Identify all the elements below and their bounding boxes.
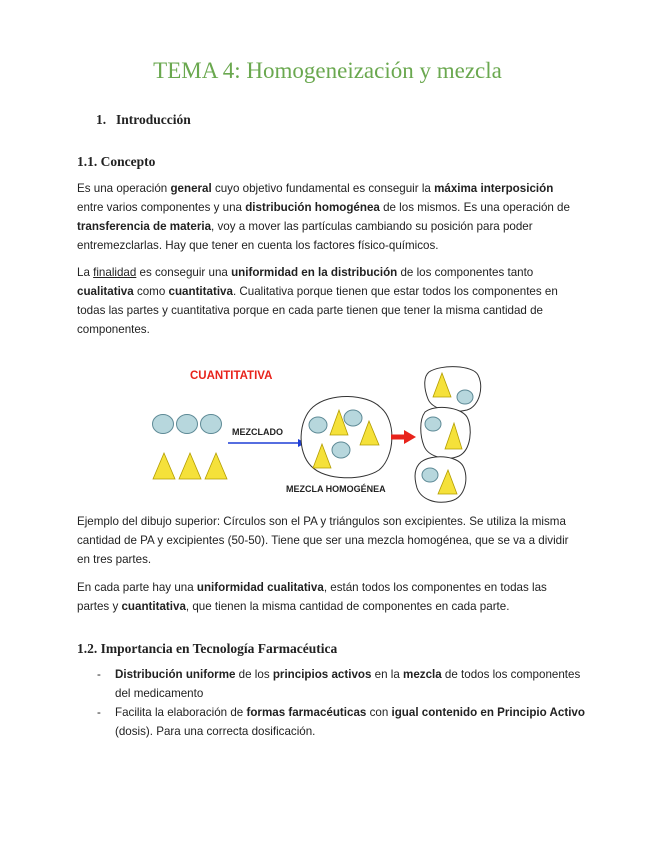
- text: , voy a mover las partículas cambiando su posición para poder entremezclarlas. Hay que tener en cuenta los factores físico-químicos.: [77, 220, 533, 252]
- section-number: 1.: [96, 112, 107, 127]
- label-mezcla-homogenea: MEZCLA HOMOGÉNEA: [286, 484, 386, 494]
- underlined-text: finalidad: [93, 266, 137, 279]
- mixing-diagram: [145, 362, 500, 510]
- bold-text: cuantitativa: [168, 285, 233, 298]
- bold-text: igual contenido en Principio Activo: [391, 706, 585, 719]
- portion-blob-middle: [421, 407, 471, 458]
- paragraph-finalidad: [77, 263, 577, 339]
- bold-text: formas farmacéuticas: [246, 706, 367, 719]
- text: de los: [235, 668, 273, 681]
- bold-text: general: [170, 182, 212, 195]
- page-title: TEMA 4: Homogeneización y mezcla: [153, 58, 502, 83]
- text: de los componentes tanto: [397, 266, 534, 279]
- pa-circle: [332, 442, 350, 458]
- paragraph-concepto: [77, 179, 577, 255]
- bold-text: principios activos: [272, 668, 372, 681]
- pa-circle: [457, 390, 473, 404]
- bold-text: cualitativa: [77, 285, 134, 298]
- text: , están todos los componentes en todas las partes y: [77, 581, 547, 613]
- pa-circle: [177, 415, 198, 434]
- text: de los mismos. Es una operación de: [379, 201, 570, 214]
- text: , que tienen la misma cantidad de componentes en cada parte.: [185, 600, 510, 613]
- bold-text: mezcla: [403, 668, 442, 681]
- list-dash: -: [97, 668, 101, 681]
- subsection-heading-importancia: 1.2. Importancia en Tecnología Farmacéutica: [77, 641, 338, 656]
- text: . Cualitativa porque tienen que estar todos los componentes en todas las partes y cuantitativa porque en cada parte tienen que tener la misma cantidad de componentes.: [77, 285, 558, 336]
- bold-text: uniformidad en la distribución: [231, 266, 398, 279]
- section-heading-text: Introducción: [116, 112, 191, 127]
- pa-circle: [425, 417, 441, 431]
- text: (dosis). Para una correcta dosificación.: [115, 725, 316, 738]
- label-mezclado: MEZCLADO: [232, 427, 283, 437]
- bold-text: transferencia de materia: [77, 220, 212, 233]
- bold-text: cuantitativa: [121, 600, 186, 613]
- paragraph-uniformidad: [77, 578, 577, 616]
- excipient-triangle: [205, 453, 227, 479]
- text: En cada parte hay una: [77, 581, 197, 594]
- list-dash: -: [97, 706, 101, 719]
- bold-text: distribución homogénea: [245, 201, 380, 214]
- bold-text: máxima interposición: [434, 182, 554, 195]
- pa-circle: [153, 415, 174, 434]
- text: de todos los componentes del medicamento: [115, 668, 581, 700]
- bold-text: Distribución uniforme: [115, 668, 236, 681]
- pa-circle: [422, 468, 438, 482]
- pa-circle: [201, 415, 222, 434]
- text: Facilita la elaboración de: [115, 706, 247, 719]
- text: es conseguir una: [136, 266, 232, 279]
- text: en la: [371, 668, 404, 681]
- text: como: [133, 285, 169, 298]
- text: Es una operación: [77, 182, 171, 195]
- paragraph-ejemplo: Ejemplo del dibujo superior: Círculos son el PA y triángulos son excipientes. Se utiliza la misma cantidad de PA y excipientes (50-50). Tiene que ser una mezcla homogénea, que se va a dividir en tres partes.: [77, 515, 569, 566]
- section-heading-introduccion: [96, 112, 191, 128]
- list-item: [77, 665, 597, 703]
- text: entre varios componentes y una: [77, 201, 246, 214]
- text: con: [366, 706, 392, 719]
- label-cuantitativa: CUANTITATIVA: [190, 370, 273, 382]
- portion-blob-bottom: [415, 457, 466, 502]
- pa-circle: [344, 410, 362, 426]
- red-arrowhead: [404, 430, 416, 444]
- excipient-triangle: [179, 453, 201, 479]
- pa-circle: [309, 417, 327, 433]
- list-item: [77, 703, 597, 741]
- subsection-heading-concepto: 1.1. Concepto: [77, 154, 156, 169]
- excipient-triangle: [153, 453, 175, 479]
- bold-text: uniformidad cualitativa: [196, 581, 324, 594]
- text: La: [77, 266, 94, 279]
- portion-blob-top: [425, 367, 481, 412]
- text: cuyo objetivo fundamental es conseguir la: [211, 182, 435, 195]
- importance-list: [77, 665, 597, 741]
